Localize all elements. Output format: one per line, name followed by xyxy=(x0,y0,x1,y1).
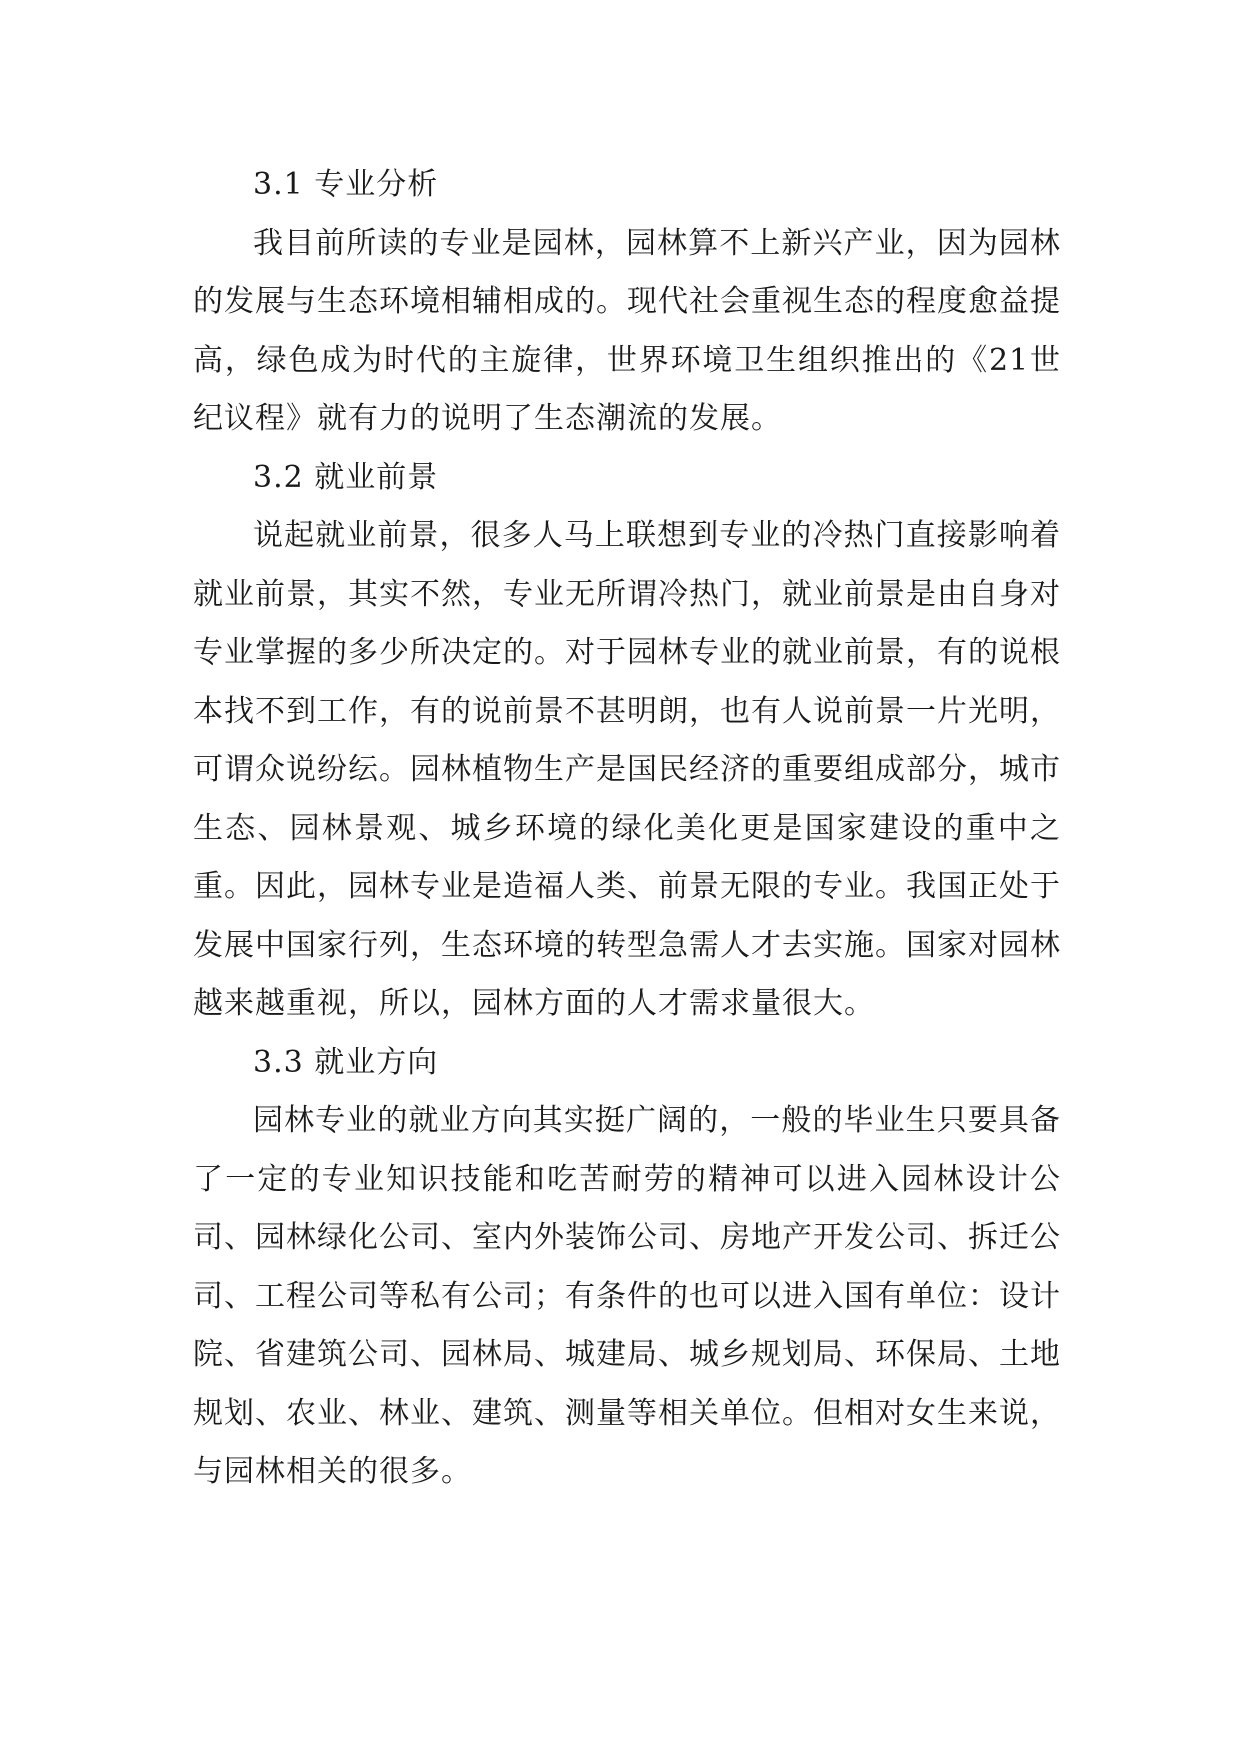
document-body xyxy=(193,156,1061,1502)
section-heading-3-2: 3.2 就业前景 xyxy=(253,459,439,495)
section-paragraph-3-2: 说起就业前景，很多人马上联想到专业的冷热门直接影响着就业前景，其实不然，专业无所谓冷热门，就业前景是由自身对专业掌握的多少所决定的。对于园林专业的就业前景，有的说根本找不到工作，有的说前景不甚明朗，也有人说前景一片光明，可谓众说纷纭。园林植物生产是国民经济的重要组成部分，城市生态、园林景观、城乡环境的绿化美化更是国家建设的重中之重。因此，园林专业是造福人类、前景无限的专业。我国正处于发展中国家行列，生态环境的转型急需人才去实施。国家对园林越来越重视，所以，园林方面的人才需求量很大。 xyxy=(193,518,1061,1021)
section-paragraph-3-1: 我目前所读的专业是园林，园林算不上新兴产业，因为园林的发展与生态环境相辅相成的。现代社会重视生态的程度愈益提高，绿色成为时代的主旋律，世界环境卫生组织推出的《21世纪议程》就有力的说明了生态潮流的发展。 xyxy=(193,225,1061,436)
section-paragraph-3-3: 园林专业的就业方向其实挺广阔的，一般的毕业生只要具备了一定的专业知识技能和吃苦耐劳的精神可以进入园林设计公司、园林绿化公司、室内外装饰公司、房地产开发公司、拆迁公司、工程公司等私有公司；有条件的也可以进入国有单位：设计院、省建筑公司、园林局、城建局、城乡规划局、环保局、土地规划、农业、林业、建筑、测量等相关单位。但相对女生来说，与园林相关的很多。 xyxy=(193,1103,1061,1489)
section-heading-3-1: 3.1 专业分析 xyxy=(253,167,439,202)
section-heading-3-3: 3.3 就业方向 xyxy=(253,1044,439,1080)
